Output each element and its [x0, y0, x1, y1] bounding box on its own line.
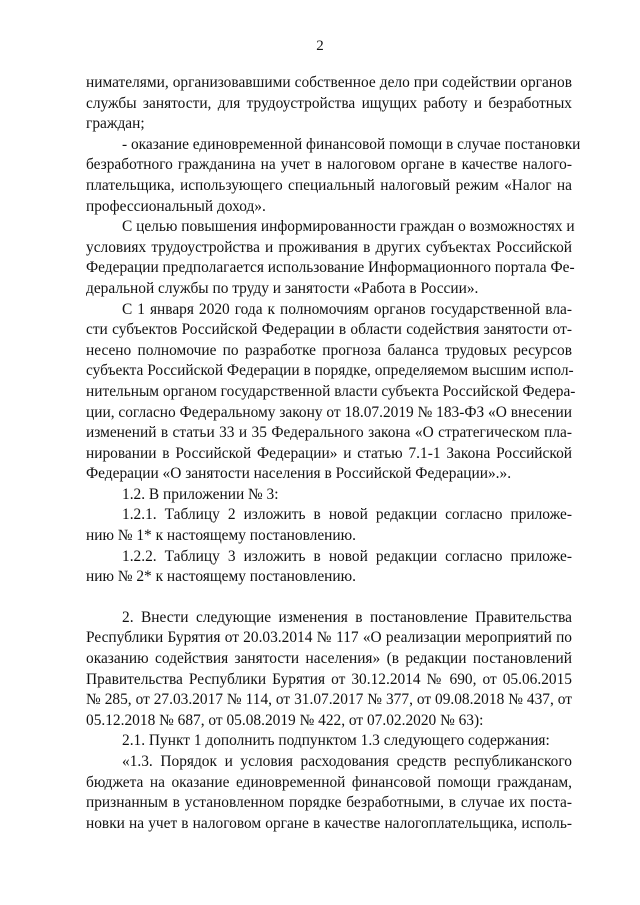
- text-line: оказанию содействия занятости населения» (в редакции постановлений: [86, 650, 572, 668]
- text-line: признанным в установленном порядке безработными, в случае их поста-: [86, 794, 572, 812]
- text-line: 1.2.1. Таблицу 2 изложить в новой редакции согласно приложе-: [122, 506, 572, 524]
- text-line: С целью повышения информированности граждан о возможностях и: [122, 218, 575, 236]
- text-line: Федерации «О занятости населения в Российской Федерации».».: [86, 465, 512, 483]
- paragraph: [86, 73, 572, 135]
- text-line: профессиональный доход».: [86, 197, 266, 215]
- paragraph: [86, 505, 572, 546]
- text-line: 1.2. В приложении № 3:: [122, 485, 279, 503]
- text-line: сти субъектов Российской Федерации в области содействия занятости от-: [86, 321, 572, 339]
- text-line: бюджета на оказание единовременной финансовой помощи гражданам,: [86, 773, 572, 791]
- text-line: нировании в Российской Федерации» и статью 7.1-1 Закона Российской: [86, 444, 572, 462]
- text-line: 1.2.2. Таблицу 3 изложить в новой редакции согласно приложе-: [122, 547, 572, 565]
- paragraph: [86, 547, 572, 588]
- text-line: безработного гражданина на учет в налоговом органе в качестве налого-: [86, 156, 572, 174]
- text-line: новки на учет в налоговом органе в качестве налогоплательщика, исполь-: [86, 814, 572, 832]
- paragraph: [86, 300, 576, 485]
- text-line: службы занятости, для трудоустройства ищущих работу и безработных: [86, 94, 572, 112]
- paragraph: [86, 608, 572, 732]
- text-line: № 285, от 27.03.2017 № 114, от 31.07.2017 № 377, от 09.08.2018 № 437, от: [86, 691, 572, 709]
- text-line: плательщика, использующего специальный налоговый режим «Налог на: [86, 176, 572, 194]
- text-line: деральной службы по труду и занятости «Работа в России».: [86, 279, 479, 297]
- text-line: изменений в статьи 33 и 35 Федерального закона «О стратегическом пла-: [86, 424, 572, 442]
- text-line: 2.1. Пункт 1 дополнить подпунктом 1.3 следующего содержания:: [122, 732, 550, 750]
- text-line: нительным органом государственной власти субъекта Российской Федера-: [86, 382, 576, 400]
- text-line: Федерации предполагается использование Информационного портала Фе-: [86, 259, 575, 277]
- page-number: 2: [316, 38, 324, 54]
- text-line: нию № 1* к настоящему постановлению.: [86, 527, 356, 545]
- text-line: «1.3. Порядок и условия расходования средств республиканского: [122, 753, 572, 770]
- text-line: условиях трудоустройства и проживания в других субъектах Российской: [86, 238, 572, 256]
- paragraph: [86, 217, 575, 299]
- text-line: С 1 января 2020 года к полномочиям органов государственной вла-: [122, 300, 572, 318]
- text-line: граждан;: [86, 115, 145, 133]
- text-line: субъекта Российской Федерации в порядке, определяемом высшим испол-: [86, 362, 574, 380]
- text-line: 2. Внести следующие изменения в постановление Правительства: [122, 608, 572, 626]
- paragraph: [86, 135, 581, 217]
- text-line: несено полномочие по разработке прогноза баланса трудовых ресурсов: [86, 341, 572, 359]
- text-line: нию № 2* к настоящему постановлению.: [86, 568, 356, 586]
- paragraph: [86, 752, 572, 834]
- text-line: Правительства Республики Бурятия от 30.12.2014 № 690, от 05.06.2015: [86, 670, 572, 688]
- body-text-top: [86, 73, 581, 834]
- paragraph: [86, 731, 572, 752]
- text-line: ции, согласно Федеральному закону от 18.07.2019 № 183-ФЗ «О внесении: [86, 403, 572, 421]
- text-line: нимателями, организовавшими собственное дело при содействии органов: [86, 74, 572, 91]
- paragraph: [86, 485, 572, 506]
- text-line: - оказание единовременной финансовой помощи в случае постановки: [122, 135, 581, 153]
- text-line: Республики Бурятия от 20.03.2014 № 117 «О реализации мероприятий по: [86, 629, 572, 647]
- paragraph-gap: [86, 588, 572, 608]
- text-line: 05.12.2018 № 687, от 05.08.2019 № 422, от 07.02.2020 № 63):: [86, 711, 484, 729]
